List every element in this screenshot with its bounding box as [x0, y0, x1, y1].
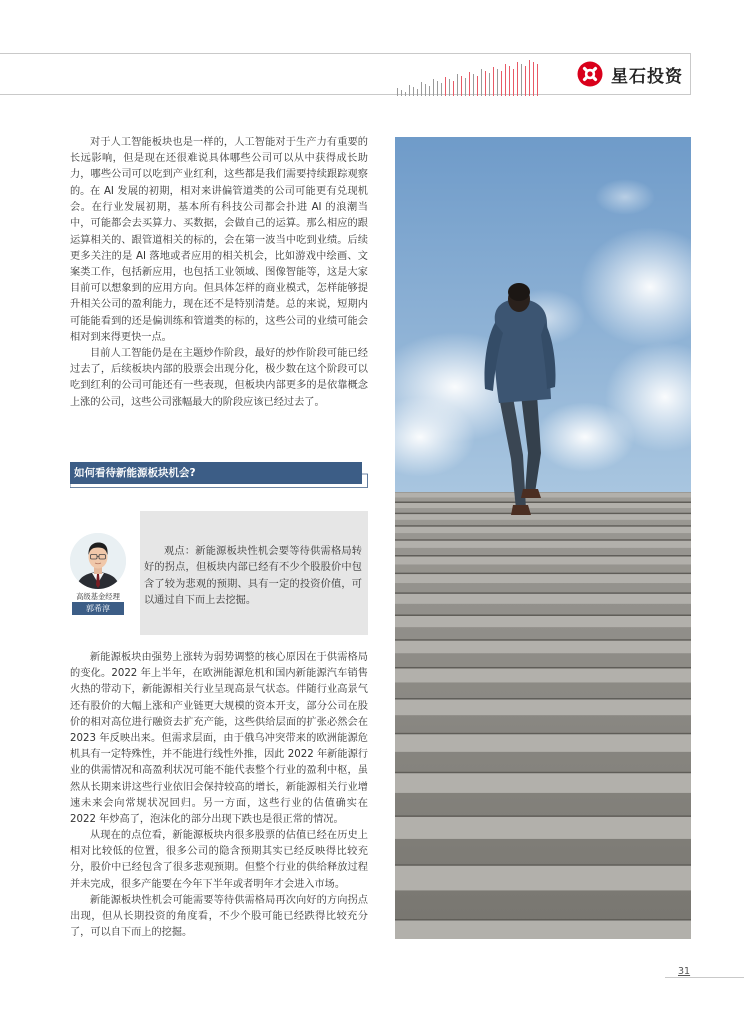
- manager-portrait-icon: [70, 533, 126, 589]
- section-title-frame: [70, 462, 368, 490]
- stair-edge: [395, 502, 691, 504]
- header-bar: [445, 77, 446, 96]
- body-paragraph: 对于人工智能板块也是一样的，人工智能对于生产力有重要的长远影响，但是现在还很难说具体哪些公司可以从中获得成长助力，哪些公司可以吃到产业红利，这些都是我们需要持续跟踪观察的。: [70, 137, 368, 197]
- header-bar: [517, 62, 518, 96]
- stair-edge: [395, 539, 691, 541]
- stair-tread: [395, 921, 691, 939]
- stair-edge: [395, 733, 691, 735]
- stair-edge: [395, 864, 691, 866]
- body-paragraph: 新能源板块由强势上涨转为弱势调整的核心原因在于供需格局的变化。2022 年上半年，在欧洲能源危机和国内新能源汽车销售火热的带动下，新能源相关行业呈现高景气状态。伴随行业高景气还有股价的大幅上涨和产业链更大规模的资本开支，部分公司在股价的相对高位进行融资去扩充产能，这些供给层面的扩张必然会在 2023 年反映出来。但需求层面，由于俄乌冲突带来的欧洲能源危机具有一定特殊性，并不能进行线性外推，因此 2022 年新能源行业的供需情况和高盈利状况可能不能代表整个行业的盈利中枢，虽然从长期来讲这些行业依旧会保持较高的增长，新能源相关行业增速未来会向常规状况回归。另一方面，这些行业的估值确实在 2022 年炒高了，泡沫化的部分出现下跌也是很正常的情况。: [70, 652, 368, 826]
- section-title: 如何看待新能源板块机会?: [70, 462, 362, 484]
- stair-tread: [395, 574, 691, 583]
- body-paragraph: 从现在的点位看，新能源板块内很多股票的估值已经在历史上相对比较低的位置，很多公司的隐含预期其实已经反映得比较充分，股价中已经包含了很多悲观预期。但整个行业的供给释放过程并未完成，很多产能要在今年下半年或者明年才会进入市场。: [70, 830, 368, 890]
- viewpoint-text: 观点：新能源板块性机会要等待供需格局转好的拐点，但板块内部已经有不少个股股价中包含了较为悲观的预期、具有一定的投资价值，可以通过自下而上去挖掘。: [144, 546, 362, 606]
- body-paragraph: 目前人工智能仍是在主题炒作阶段，最好的炒作阶段可能已经过去了，后续板块内部的股票会出现分化，极少数在这个阶段可以吃到红利的公司可能还有一些表现，但板块内部更多的是依靠概念上涨的公司，这些公司涨幅最大的阶段应该已经过去了。: [70, 348, 368, 408]
- manager-avatar: [70, 533, 126, 589]
- header-bar: [477, 76, 478, 96]
- header-bar: [537, 64, 538, 96]
- header-bar: [521, 64, 522, 96]
- stair-edge: [395, 513, 691, 515]
- header-bar: [469, 72, 470, 96]
- header-bar: [417, 89, 418, 96]
- header-bar: [533, 62, 534, 96]
- header-bar: [449, 79, 450, 96]
- header-bar: [485, 71, 486, 96]
- header-bar: [525, 66, 526, 96]
- header-bar: [437, 81, 438, 96]
- header-bar: [501, 71, 502, 96]
- stair-edge: [395, 919, 691, 921]
- header-bar: [397, 88, 398, 96]
- header-bar-decoration: [0, 54, 559, 96]
- stair-tread: [395, 493, 691, 498]
- stair-tread: [395, 514, 691, 520]
- header-bar: [481, 69, 482, 96]
- header-bar: [493, 67, 494, 96]
- stair-tread: [395, 527, 691, 533]
- header-bar: [413, 87, 414, 96]
- header-bar: [441, 83, 442, 96]
- brand-logo-icon: [577, 61, 603, 87]
- stair-edge: [395, 525, 691, 527]
- header-bar: [457, 74, 458, 96]
- header-bar: [401, 90, 402, 96]
- header-bar: [473, 74, 474, 96]
- header-bar: [529, 60, 530, 96]
- stair-edge: [395, 639, 691, 641]
- header-bar: [425, 84, 426, 96]
- header-bar: [453, 81, 454, 96]
- stair-edge: [395, 815, 691, 817]
- body-paragraph: 在 AI 发展的初期，相对来讲偏管道类的公司可能更有兑现机会。在行业发展初期，基本所有科技公司都会扑进 AI 的浪潮当中，可能都会去买算力、买数据，会做自己的运算。那么相应的跟运算相关的、跟管道相关的标的，会在第一波当中吃到业绩。后续更多关注的是 AI 落地或者应用的相关机会，比如游戏中绘画、文案类工作，包括新应用，也包括工业领域、图像智能等，这是大家目前可以想象到的应用方向。但具体怎样的商业模式，怎样能够提升相关公司的盈利能力，现在还不是特别清楚。总的来说，短期内可能能看到的还是偏训练和管道类的标的，这些公司的业绩可能会相对到来得更快一点。: [70, 186, 368, 343]
- brand-logo: [577, 61, 683, 87]
- stair-tread: [395, 866, 691, 891]
- stair-tread: [395, 557, 691, 565]
- header-bar: [497, 69, 498, 96]
- stair-tread: [395, 616, 691, 627]
- footer-divider: [665, 977, 744, 978]
- viewpoint-box: [70, 511, 368, 635]
- header-bar: [461, 76, 462, 96]
- header-bar: [429, 86, 430, 96]
- manager-title: 高级基金经理: [76, 592, 120, 601]
- header-bar: [465, 78, 466, 96]
- stair-tread: [395, 641, 691, 653]
- stair-tread: [395, 594, 691, 604]
- stair-tread: [395, 817, 691, 839]
- stairs-photo: [395, 137, 691, 939]
- stair-tread: [395, 503, 691, 508]
- stair-tread: [395, 541, 691, 548]
- brand-name: 星石投资: [611, 66, 683, 87]
- stair-tread: [395, 668, 691, 682]
- header-bar: [505, 64, 506, 96]
- manager-name: 郭希淳: [72, 602, 124, 615]
- body-paragraph: 新能源板块性机会可能需要等待供需格局再次向好的方向拐点出现，但从长期投资的角度看，不少个股可能已经跌得比较充分了，可以自下而上的挖掘。: [70, 895, 368, 939]
- header-bar: [489, 73, 490, 96]
- header-bar: [513, 69, 514, 96]
- header-bar: [433, 79, 434, 96]
- section-heading: [70, 462, 368, 490]
- header-bar: [509, 66, 510, 96]
- header-bar: [421, 82, 422, 96]
- stair-tread: [395, 734, 691, 752]
- stair-edge: [395, 667, 691, 669]
- stair-tread: [395, 700, 691, 716]
- header-bar: [405, 92, 406, 96]
- stair-edge: [395, 614, 691, 616]
- stair-edge: [395, 772, 691, 774]
- stair-edge: [395, 555, 691, 557]
- header-bar: [409, 85, 410, 96]
- stair-edge: [395, 592, 691, 594]
- stair-edge: [395, 698, 691, 700]
- stair-tread: [395, 773, 691, 793]
- page-number: 31: [678, 966, 691, 977]
- man-climbing-stairs-image: [395, 137, 691, 939]
- stair-edge: [395, 573, 691, 575]
